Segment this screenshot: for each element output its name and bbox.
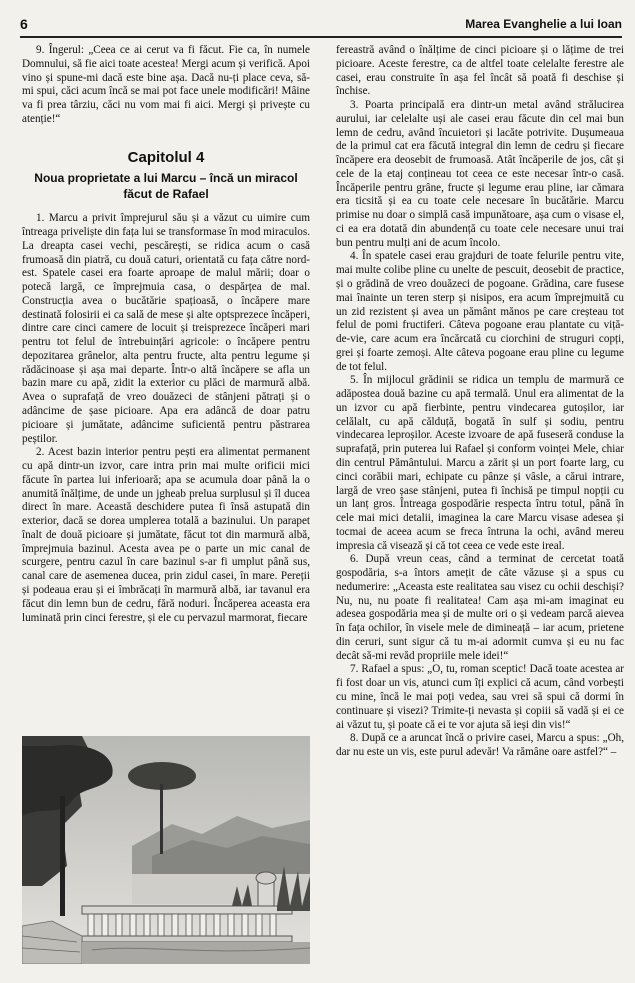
running-title: Marea Evanghelie a lui Ioan xyxy=(465,17,622,31)
villa-garden-engraving-icon xyxy=(22,736,310,964)
paragraph-3: 3. Poarta principală era dintr-un metal având strălucirea aurului, iar celelalte uși ale casei erau făcute din cel mai bun lemn de cedru, având încuietori și lacăte potrivite. Dușumeaua de la primul cat era făcută integral din lemn de cedru și fiecare încăpere era deosebit de frumoasă. Atât încăperile de jos, cât și cele de la etaj conțineau tot ceea ce este necesar într-o casă. Încăperile pentru grâne, fructe și legume erau pline, iar cămara era ticsită și ea cu toate cele necesare în bucătărie. Marcu primise nu doar o simplă casă impunătoare, așa cum o visase el, ci ea era dotată din abundență cu toate cele necesare unui trai bun pentru mulți ani de acum încolo. xyxy=(336,99,624,249)
paragraph-6: 6. După vreun ceas, când a terminat de cercetat toată gospodăria, s-a întors amețit de câte văzuse și a spus cu nedumerire: „Aceasta este realitatea sau visez cu ochii deschiși? Nu, nu, nu poate fi realitatea! Cam așa mi-am imaginat eu adesea gospodăria mea și de multe ori o și vedeam parcă aievea în fața ochilor, în visele mele de dimineață – iar acum, prietene din ceruri, sunt sigur că tu m-ai adormit cumva și eu nu fac decât să-mi revăd propriile mele idei!“ xyxy=(336,553,624,662)
paragraph-1: 1. Marcu a privit împrejurul său și a văzut cu uimire cum întreaga priveliște din fața lui se transformase în mod miraculos. La dreapta casei vechi, pescărești, se ridica acum o casă frumoasă din piatră, cu două caturi, orientată cu fața către nord-est. Spatele casei era foarte aproape de malul mării; doar o potecă largă, ce împrejmuia casa, o despărțea de mal. Construcția avea o bucătărie spațioasă, o încăpere mare destinată folosirii ei ca sală de mese și alte optsprezece încăperi, dintre care cinci camere de locuit și treisprezece încăperi mari pentru tot felul de întrebuințări agricole: o încăpere pentru depozitarea grânelor, alta pentru fructe, alta pentru legume și rădăcinoase și așa mai departe. Într-o altă încăpere se afla un bazin mare cu apă, zidit la exterior cu plăci de marmură albă. Avea o suprafață de vreo douăzeci de stânjeni pătrați și o adâncime de șase picioare. Apa era adâncă de doar patru picioare și jumătate, adâncime suficientă pentru păstrarea peștilor. xyxy=(22,212,310,445)
paragraph-4: 4. În spatele casei erau grajduri de toate felurile pentru vite, mai multe colibe pline cu unelte de pescuit, deosebit de practice, și o grădină de vreo douăzeci de pogoane. Grădina, care fusese mai înainte un teren sterp și nisipos, era acum împrejmuită cu un zid rezistent și avea un pământ mănos pe care creșteau tot felul de pomi fructiferi. Câteva pogoane erau plantate cu viță-de-vie, care acum era încărcată cu ciorchini de struguri copți, grei și foarte zemoși. Alte câteva pogoane erau pline cu legume de tot felul. xyxy=(336,250,624,373)
page-number: 6 xyxy=(20,16,28,32)
paragraph-9: 9. Îngerul: „Ceea ce ai cerut va fi făcut. Fie ca, în numele Domnului, să fie aici toate acestea! Mergi acum și verifică. Apoi vino și spune-mi dacă este bine așa. Dacă nu-ți place ceva, să-mi spui, căci acum încă se mai pot face unele modificări! Mâine va fi prea târziu, căci nu vom mai fi aici. Mergi și privește cu atenție!“ xyxy=(22,44,310,125)
paragraph-2: 2. Acest bazin interior pentru pești era alimentat permanent cu apă dintr-un izvor, care intra prin mai multe orificii mici făcute în partea lui inferioară; apa se acumula doar până la o anumită înălțime, de unde un jgheab prelua surplusul și îl ducea direct în mare. Această deschidere putea fi însă astupată din exterior, dacă se dorea umplerea totală a bazinului. Un parapet înalt de două picioare și jumătate, făcut tot din marmură albă, împrejmuia bazinul. Acesta avea pe o parte un mic canal de scurgere, pentru cazul în care bazinul s-ar fi umplut până sus, canal care de asemenea ducea, prin zidul casei, în mare. Pereții și podeaua erau și ei îmbrăcați în marmură albă, iar tavanul era făcut din lemn bun de cedru, fără noduri. Încăperea aceasta era luminată prin cinci ferestre, și ele cu pervazul marmorat, fiecare xyxy=(22,446,310,624)
paragraph-7: 7. Rafael a spus: „O, tu, roman sceptic! Dacă toate acestea ar fi fost doar un vis, atunci cum îți explici că acum, când vorbești cu mine, încă le mai poți vedea, sau vrei să spui că dormi în continuare și visezi? Trimite-ți nevasta și copiii să vadă și ei ce ai văzut tu, și poate că ei te vor ajuta să ieși din vis!“ xyxy=(336,663,624,731)
left-column xyxy=(22,44,310,625)
header-rule xyxy=(20,36,622,38)
paragraph-8: 8. După ce a aruncat încă o privire casei, Marcu a spus: „Oh, dar nu este un vis, este purul adevăr! Va rămâne oare astfel?“ – xyxy=(336,732,624,759)
paragraph-5: 5. În mijlocul grădinii se ridica un templu de marmură ce adăpostea două bazine cu apă termală. Unul era alimentat de la un izvor cu apă fierbinte, pentru vindecarea gutoșilor, iar celălalt, cu apă călduță, bogată în sulf și sodiu, pentru vindecarea leproșilor. Aceste izvoare de apă fuseseră conduse la suprafață, prin puterea lui Rafael și conform voinței Mele, chiar din centrul Pământului. Marcu a zărit și un port foarte larg, cu cinci corăbii mari, echipate cu pânze și vâsle, a cărui intrare, largă de vreo șase stânjeni, putea fi închisă pe timpul nopții cu un lanț gros. Întreaga gospodărie respecta întru totul, până în cele mai mici detalii, imaginea la care Marcu visase adesea și tocmai de aceea acum se freca întruna la ochi, având mereu impresia că visează și că tot ceea ce vede este ireal. xyxy=(336,374,624,552)
chapter-subtitle: Noua proprietate a lui Marcu – încă un miracol făcut de Rafael xyxy=(34,171,298,201)
villa-illustration xyxy=(22,736,310,964)
chapter-title: Capitolul 4 xyxy=(127,148,205,166)
paragraph-2-continued: fereastră având o înălțime de cinci picioare și o lățime de trei picioare. Aceste ferestre, ca de altfel toate celelalte ferestre ale casei, erau construite în așa fel încât să poată fi deschise și închise. xyxy=(336,44,624,98)
right-column xyxy=(336,44,624,760)
page-header xyxy=(20,14,622,36)
